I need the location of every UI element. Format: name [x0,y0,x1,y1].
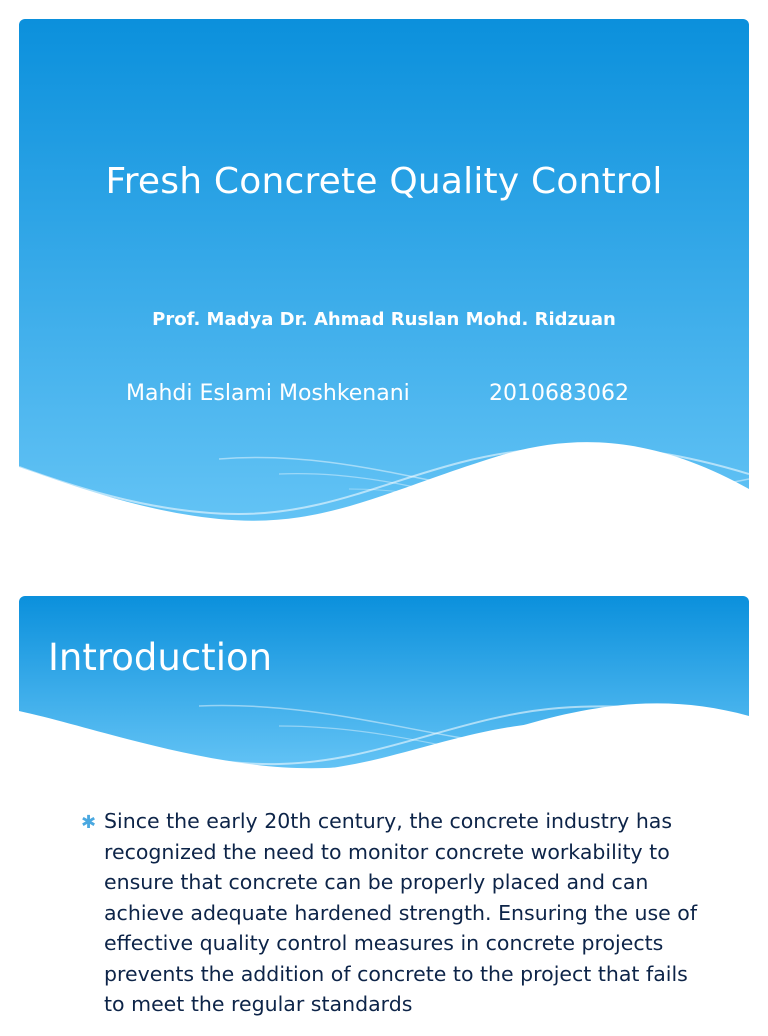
author-name: Prof. Madya Dr. Ahmad Ruslan Mohd. Ridzuan [152,309,616,330]
asterisk-bullet-icon: ✱ [81,812,97,833]
introduction-slide [19,596,749,1036]
slide-title: Fresh Concrete Quality Control [105,161,663,202]
introduction-title: Introduction [48,636,273,679]
title-slide [19,19,749,555]
bullet-text: Since the early 20th century, the concrete industry has recognized the need to monitor concrete workability to ensure that concrete can be properly placed and can achieve adequate hardened strength. Ensuring the use of effective quality control measures in concrete projects prevents the addition of concrete to the project that fails to meet the regular standards [104,809,698,1016]
student-id: 2010683062 [489,381,629,406]
student-name: Mahdi Eslami Moshkenani [126,381,410,406]
title-slide-background [19,19,749,555]
